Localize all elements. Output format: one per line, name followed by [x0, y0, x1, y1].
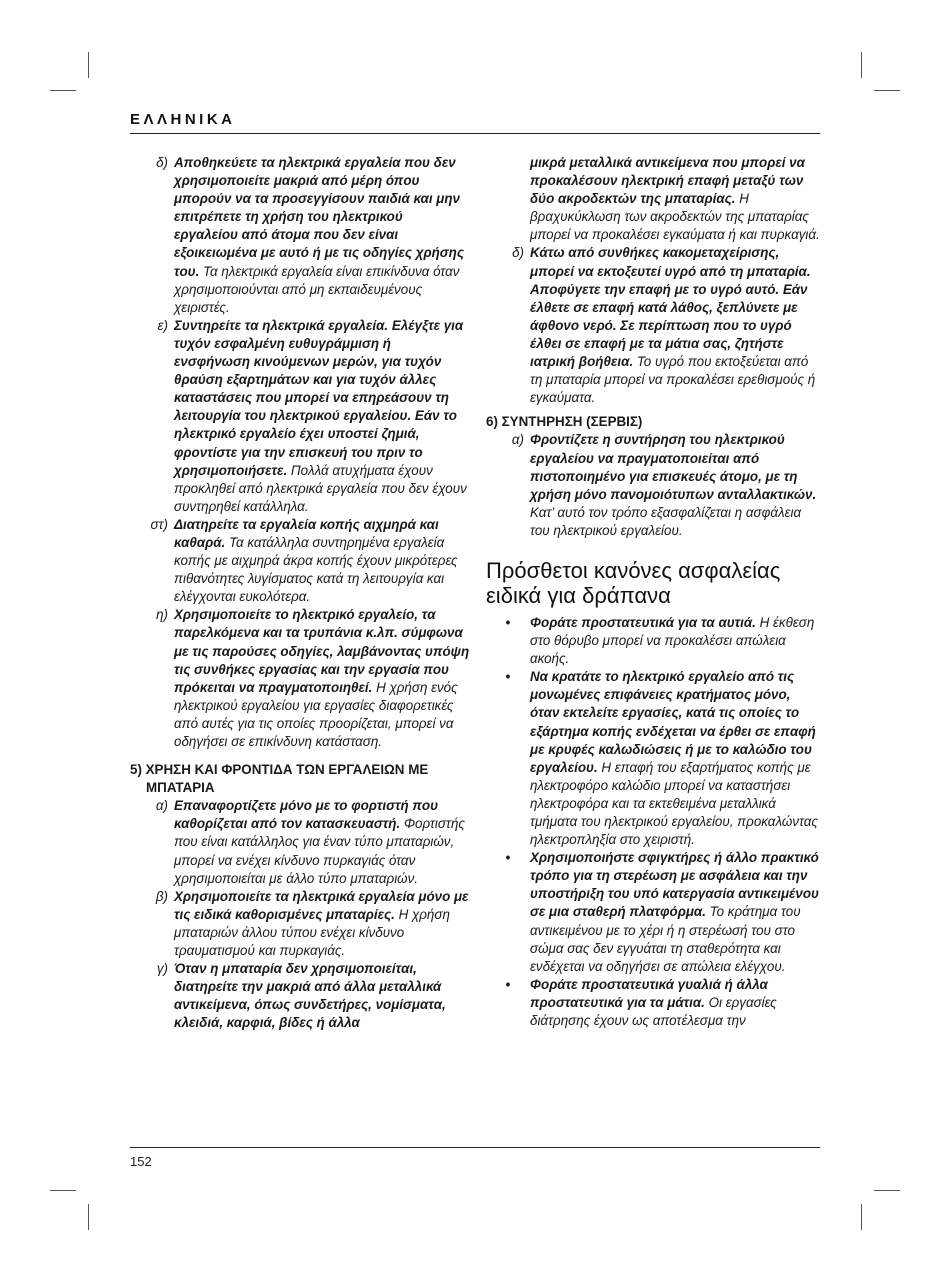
item-normal-text: Φορτιστής που είναι κατάλληλος για έναν τύπο μπαταριών, μπορεί να ενέχει κίνδυνο πυρκαγιάς όταν χρησιμοποιείται με άλλο τύπο μπαταριών.: [174, 816, 465, 886]
section-heading-line: 5) ΧΡΗΣΗ ΚΑΙ ΦΡΟΝΤΙΔΑ ΤΩΝ ΕΡΓΑΛΕΙΩΝ ΜΕ: [130, 762, 429, 778]
item-normal-text: Η βραχυκύκλωση των ακροδεκτών της μπαταρίας μπορεί να προκαλέσει εγκαύματα ή και πυρκαγιά.: [530, 191, 820, 243]
footer-rule: [130, 1147, 820, 1148]
section-heading-5: [130, 761, 470, 797]
item-marker: δ): [156, 155, 168, 170]
item-normal-text: Πολλά ατυχήματα έχουν προκληθεί από ηλεκτρικά εργαλεία που δεν έχουν συντηρηθεί κατάλληλα.: [174, 462, 467, 514]
bullet-marker: •: [505, 614, 511, 630]
item-bold-text: Φοράτε προστατευτικά γυαλιά ή άλλα προστατευτικά για τα μάτια.: [530, 976, 768, 1010]
bullet-text: [530, 976, 822, 1030]
item-normal-text: Η χρήση μπαταριών άλλου τύπου ενέχει κίνδυνο τραυματισμού και πυρκαγιάς.: [174, 906, 450, 959]
page-number: 152: [130, 1154, 152, 1169]
bullet-item: [486, 668, 822, 849]
item-bold-text: Φοράτε προστατευτικά για τα αυτιά.: [530, 614, 756, 630]
item-normal-text: Η έκθεση στο θόρυβο μπορεί να προκαλέσει απώλεια ακοής.: [530, 614, 815, 667]
bullet-text: [530, 849, 822, 976]
list-item: [130, 317, 470, 516]
item-text: [174, 317, 470, 516]
item-text: [174, 606, 470, 751]
drill-safety-heading: [486, 558, 822, 608]
item-text: [174, 154, 470, 317]
item-marker: στ): [150, 516, 168, 532]
section-heading-6: 6) ΣΥΝΤΗΡΗΣΗ (ΣΕΡΒΙΣ): [486, 414, 643, 430]
list-item: [130, 888, 470, 960]
crop-mark: [874, 90, 900, 91]
item-marker: η): [156, 607, 168, 623]
item-marker: δ): [512, 245, 524, 261]
item-bold-text: Επαναφορτίζετε μόνο με το φορτιστή που καθορίζεται από τον κατασκευαστή.: [174, 798, 438, 832]
list-item: [130, 516, 470, 606]
item-bold-text: Φροντίζετε η συντήρηση του ηλεκτρικού εργαλείου να πραγματοποιείται από πιστοποιημένο για επισκευές άτομο, με τη χρήση μόνο πανομοιότυπων ανταλλακτικών.: [530, 432, 817, 502]
bullet-item: [486, 976, 822, 1030]
item-text: [530, 431, 822, 540]
left-column: [130, 154, 470, 1033]
bullet-text: [530, 668, 822, 849]
item-normal-text: Τα κατάλληλα συντηρημένα εργαλεία κοπής με αιχμηρά άκρα κοπής έχουν μικρότερες πιθανότητες λυγίσματος κατά τη λειτουργία και ελέγχονται ευκολότερα.: [174, 534, 458, 605]
crop-mark: [88, 1204, 89, 1230]
item-marker: γ): [156, 961, 168, 977]
list-item: [130, 606, 470, 751]
bullet-item: [486, 614, 822, 668]
list-item-continued: [486, 154, 822, 244]
item-bold-text: Αποθηκεύετε τα ηλεκτρικά εργαλεία που δεν χρησιμοποιείτε μακριά από μέρη όπου μπορούν να τα προσεγγίσουν παιδιά και μην επιτρέπετε τη χρήση του ηλεκτρικού εργαλείου από άτομα που δεν είναι εξοικειωμένα με αυτό ή με τις οδηγίες χρήσης του.: [174, 155, 464, 279]
crop-mark: [874, 1190, 900, 1191]
list-item: [486, 431, 822, 540]
item-text: [530, 244, 822, 407]
item-marker: α): [155, 798, 168, 814]
crop-mark: [861, 1204, 862, 1230]
item-text: [174, 516, 470, 606]
item-bold-text: Συντηρείτε τα ηλεκτρικά εργαλεία. Ελέγξτε για τυχόν εσφαλμένη ευθυγράμμιση ή ενσφήνωση κινούμενων μερών, για τυχόν θραύση εξαρτημάτων και για τυχόν άλλες καταστάσεις που μπορεί να επηρεάσουν τη λειτουργία του ηλεκτρικού εργαλείου. Εάν το ηλεκτρικό εργαλείο έχει υποστεί ζημιά, φροντίστε για την επισκευή του πριν το χρησιμοποιήσετε.: [174, 317, 464, 478]
list-item: [130, 797, 470, 887]
page-header-language: ΕΛΛΗΝΙΚΑ: [130, 111, 236, 128]
list-item: [130, 154, 470, 317]
bullet-item: [486, 849, 822, 976]
item-normal-text: Η χρήση ενός ηλεκτρικού εργαλείου για εργασίες διαφορετικές από αυτές για τις οποίες προορίζεται, μπορεί να οδηγήσει σε επικίνδυνη κατάσταση.: [174, 679, 458, 749]
item-normal-text: Κατ’ αυτό τον τρόπο εξασφαλίζεται η ασφάλεια του ηλεκτρικού εργαλείου.: [530, 504, 802, 538]
heading-line: ειδικά για δράπανα: [486, 582, 671, 608]
crop-mark: [50, 90, 76, 91]
item-marker: α): [511, 432, 524, 448]
item-normal-text: Οι εργασίες διάτρησης έχουν ως αποτέλεσμα την: [530, 994, 777, 1029]
item-bold-text: Όταν η μπαταρία δεν χρησιμοποιείται, διατηρείτε την μακριά από άλλα μεταλλικά αντικείμενα, όπως συνδετήρες, νομίσματα, κλειδιά, καρφιά, βίδες ή άλλα: [174, 961, 446, 1031]
bullet-text: [530, 614, 822, 668]
item-normal-text: Η επαφή του εξαρτήματος κοπής με ηλεκτροφόρο καλώδιο μπορεί να καταστήσει ηλεκτροφόρα και τα εκτεθειμένα μεταλλικά τμήματα του ηλεκτρικού εργαλείου, προκαλώντας ηλεκτροπληξία στο χειριστή.: [530, 759, 818, 848]
bullet-marker: •: [505, 976, 511, 992]
item-bold-text: Κάτω από συνθήκες κακομεταχείρισης, μπορεί να εκτοξευτεί υγρό από τη μπαταρία. Αποφύγετε την επαφή με το υγρό αυτό. Εάν έλθετε σε επαφή κατά λάθος, ξεπλύνετε με άφθονο νερό. Σε περίπτωση που το υγρό έλθει σε επαφή με τα μάτια σας, ζητήστε ιατρική βοήθεια.: [530, 245, 811, 370]
item-normal-text: Το υγρό που εκτοξεύεται από τη μπαταρία μπορεί να προκαλέσει ερεθισμούς ή εγκαύματα.: [530, 354, 816, 406]
item-bold-text: Χρησιμοποιήστε σφιγκτήρες ή άλλο πρακτικό τρόπο για τη στερέωση με ασφάλεια και την υποστήριξη του υπό κατεργασία αντικειμένου σε μια σταθερή πλατφόρμα.: [530, 850, 819, 920]
item-text: [174, 888, 470, 960]
bullet-marker: •: [505, 669, 511, 685]
heading-line: Πρόσθετοι κανόνες ασφαλείας: [486, 557, 781, 583]
item-bold-text: Χρησιμοποιείτε το ηλεκτρικό εργαλείο, τα παρελκόμενα και τα τρυπάνια κ.λπ. σύμφωνα με τις παρούσες οδηγίες, λαμβάνοντας υπόψη τις συνθήκες εργασίας και την εργασία που πρόκειται να πραγματοποιηθεί.: [174, 607, 470, 695]
header-rule: [130, 133, 820, 134]
item-marker: ε): [157, 317, 168, 333]
crop-mark: [861, 52, 862, 78]
bullet-marker: •: [505, 850, 511, 866]
item-bold-text: Χρησιμοποιείτε τα ηλεκτρικά εργαλεία μόνο με τις ειδικά καθορισμένες μπαταρίες.: [174, 888, 469, 922]
item-bold-text: Διατηρείτε τα εργαλεία κοπής αιχμηρά και καθαρά.: [174, 516, 439, 550]
crop-mark: [88, 52, 89, 78]
item-marker: β): [155, 888, 168, 904]
crop-mark: [50, 1190, 76, 1191]
item-text: [174, 960, 470, 1032]
item-bold-text: Να κρατάτε το ηλεκτρικό εργαλείο από τις μονωμένες επιφάνειες κρατήματος μόνο, όταν εκτελείτε εργασίες, κατά τις οποίες το εξάρτημα κοπής ενδέχεται να έρθει σε επαφή με κρυφές καλωδιώσεις ή με το καλώδιο του εργαλείου.: [530, 669, 816, 775]
item-normal-text: Το κράτημα του αντικειμένου με το χέρι ή η στερέωσή του στο σώμα σας δεν εγγυάται τη σταθερότητα και ενδέχεται να οδηγήσει σε απώλεια ελέγχου.: [530, 904, 801, 974]
list-item: [486, 244, 822, 407]
item-normal-text: Τα ηλεκτρικά εργαλεία είναι επικίνδυνα όταν χρησιμοποιούνται από μη εκπαιδευμένους χειριστές.: [174, 263, 460, 315]
item-text: [174, 797, 470, 887]
list-item: [130, 960, 470, 1032]
right-column: [486, 154, 822, 1030]
section-heading-line: ΜΠΑΤΑΡΙΑ: [146, 780, 215, 796]
item-bold-text: μικρά μεταλλικά αντικείμενα που μπορεί να προκαλέσουν ηλεκτρική επαφή μεταξύ των δύο ακροδεκτών της μπαταρίας.: [530, 155, 805, 207]
